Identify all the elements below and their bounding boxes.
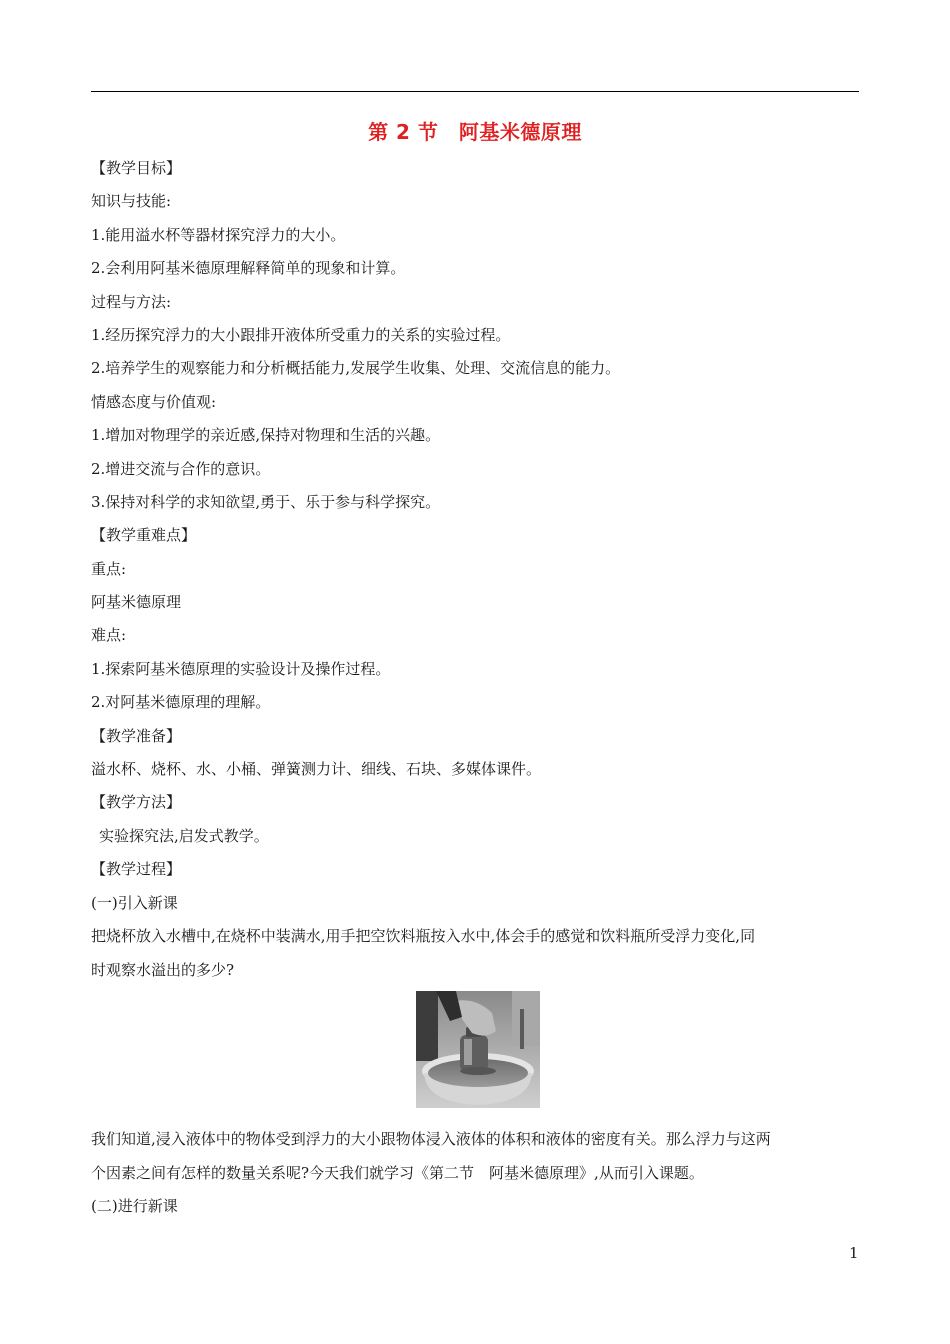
paragraph-line: 实验探究法,启发式教学。 [99,827,269,845]
subheading-process: 过程与方法: [91,293,172,311]
section-heading-objectives: 【教学目标】 [91,159,182,177]
paragraph-line: 2.会利用阿基米德原理解释简单的现象和计算。 [91,259,406,277]
subheading-knowledge: 知识与技能: [91,192,172,210]
paragraph-line: 1.探索阿基米德原理的实验设计及操作过程。 [91,660,391,678]
section-heading-preparation: 【教学准备】 [91,727,182,745]
subheading-focus: 重点: [91,560,127,578]
subheading-new-lesson: (二)进行新课 [91,1197,178,1215]
paragraph-line: 2.增进交流与合作的意识。 [91,460,271,478]
section-heading-process: 【教学过程】 [91,860,182,878]
subheading-attitude: 情感态度与价值观: [91,393,217,411]
paragraph-line: 我们知道,浸入液体中的物体受到浮力的大小跟物体浸入液体的体积和液体的密度有关。那么浮力与这两 [91,1130,771,1148]
page-number: 1 [849,1244,859,1262]
paragraph-line: 1.经历探究浮力的大小跟排开液体所受重力的关系的实验过程。 [91,326,511,344]
paragraph-line: 溢水杯、烧杯、水、小桶、弹簧测力计、细线、石块、多媒体课件。 [91,760,542,778]
paragraph-line: 1.增加对物理学的亲近感,保持对物理和生活的兴趣。 [91,426,441,444]
paragraph-line: 2.对阿基米德原理的理解。 [91,693,271,711]
paragraph-line: 个因素之间有怎样的数量关系呢?今天我们就学习《第二节 阿基米德原理》,从而引入课题。 [91,1164,704,1182]
paragraph-line: 2.培养学生的观察能力和分析概括能力,发展学生收集、处理、交流信息的能力。 [91,359,621,377]
paragraph-line: 时观察水溢出的多少? [91,961,235,979]
paragraph-line: 阿基米德原理 [91,593,182,611]
subheading-difficulty: 难点: [91,626,127,644]
paragraph-line: 把烧杯放入水槽中,在烧杯中装满水,用手把空饮料瓶按入水中,体会手的感觉和饮料瓶所受浮力变化,同 [91,927,756,945]
experiment-photo [416,991,540,1108]
paragraph-line: 1.能用溢水杯等器材探究浮力的大小。 [91,226,346,244]
section-heading-keypoints: 【教学重难点】 [91,526,197,544]
header-rule [91,91,859,92]
page-title: 第 2 节 阿基米德原理 [368,120,582,144]
subheading-intro: (一)引入新课 [91,894,178,912]
section-heading-method: 【教学方法】 [91,793,182,811]
paragraph-line: 3.保持对科学的求知欲望,勇于、乐于参与科学探究。 [91,493,441,511]
